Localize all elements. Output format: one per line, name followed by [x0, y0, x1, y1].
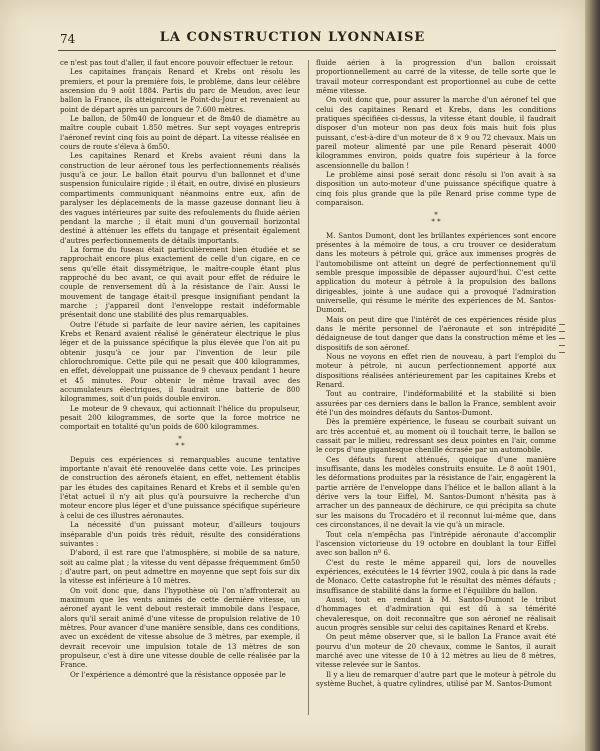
- separator-star-bottom: * *: [431, 217, 441, 226]
- paragraph: Les capitaines Renard et Krebs avaient réuni dans la construction de leur aéronef tous les perfectionnements réalisés jusqu'à ce jour. Le ballon était pourvu d'un ballonnet et d'une suspension funiculaire rigide ; il était, en outre, divisé en plusieurs compartiments communiquant néanmoins entre eux, afin de paralyser les déplacements de la masse gazeuse donnant lieu à des vagues intérieures par suite des refoulements du fluide aérien pendant la marche ; il était muni d'un gouvernail horizontal destiné à atténuer les effets du tangage et présentait également d'autres perfectionnements de détails importants.: [60, 151, 300, 245]
- paragraph: Les capitaines français Renard et Krebs ont résolu les premiers, et pour la première fois, le problème, dans leur célèbre ascension du 9 août 1884. Partis du parc de Meudon, avec leur ballon la France, ils atteignirent le Point-du-Jour et revenaient au point de départ après un parcours de 7.600 mètres.: [60, 67, 300, 114]
- paragraph: Il y a lieu de remarquer d'autre part que le moteur à pétrole du système Buchet, à quatre cylindres, utilisé par M. Santos-Dumont: [316, 669, 556, 688]
- header-rule: [58, 50, 556, 51]
- running-title: LA CONSTRUCTION LYONNAISE: [159, 30, 426, 45]
- page-number: 74: [60, 32, 76, 46]
- paragraph: Le ballon, de 50m40 de longueur et de 8m40 de diamètre au maître couple cubait 1.850 mètres. Sur sept voyages entrepris l'aéronef revint cinq fois au point de départ. La vitesse réalisée en cours de route s'éleva à 6m50.: [60, 114, 300, 152]
- paragraph: On voit donc que, dans l'hypothèse où l'on n'affronterait au maximum que les vents animés de cette dernière vitesse, un aéronef ayant le vent debout resterait immobile dans l'espace, alors qu'il serait animé d'une vitesse de propulsion relative de 10 mètres. Pour avancer d'une manière sensible, dans ces conditions, avec un excédent de vitesse absolue de 3 mètres, par exemple, il devrait recevoir une impulsion totale de 13 mètres de son propulseur, c'est à dire une vitesse double de celle réalisée par la France.: [60, 585, 300, 670]
- paragraph: On peut même observer que, si le ballon La France avait été pourvu d'un moteur de 20 chevaux, comme le Santos, il aurait marché avec une vitesse de 10 à 12 mètres au lieu de 8 mètres, vitesse relevée sur le Santos.: [316, 632, 556, 670]
- paragraph: La nécessité d'un puissant moteur, d'ailleurs toujours inséparable d'un poids très réduit, résulte des considérations suivantes :: [60, 520, 300, 548]
- binding-marks: [559, 318, 569, 398]
- paragraph: D'abord, il est rare que l'atmosphère, si mobile de sa nature, soit au calme plat ; la vitesse du vent dépasse fréquemment 6m50 ; d'autre part, on peut admettre en moyenne que sept fois sur dix la vitesse est inférieure à 10 mètres.: [60, 548, 300, 586]
- section-separator: [316, 212, 556, 226]
- paragraph: On voit donc que, pour assurer la marche d'un aéronef tel que celui des capitaines Renard et Krebs, dans les conditions pratiques spécifiées ci-dessus, la vitesse étant double, il faudrait disposer d'un moteur non pas deux fois mais huit fois plus puissant, c'est-à-dire d'un moteur de 8 × 9 ou 72 chevaux. Mais un pareil moteur alimenté par une pile Renard pèserait 4000 kilogrammes environ, poids quatre fois supérieur à la force ascensionnelle du ballon !: [316, 95, 556, 170]
- paragraph: Aussi, tout en rendant à M. Santos-Dumont le tribut d'hommages et d'admiration qui est dû à sa témérité chevaleresque, on doit reconnaître que son aéronef ne réalisait aucun progrès sensible sur celui des capitaines Renard et Krebs.: [316, 594, 556, 632]
- right-column: [316, 58, 556, 716]
- paragraph: Le problème ainsi posé serait donc résolu si l'on avait à sa disposition un auto-moteur d'une puissance spécifique quatre à cinq fois plus grande que la pile Renard prise comme type de comparaison.: [316, 170, 556, 208]
- paragraph: Le moteur de 9 chevaux, qui actionnait l'hélice du propulseur, pesait 200 kilogrammes, de sorte que la force motrice ne comportait en totalité qu'un poids de 600 kilogrammes.: [60, 403, 300, 432]
- separator-star-top: *: [434, 210, 438, 219]
- paragraph: Mais on peut dire que l'intérêt de ces expériences réside plus dans le mérite personnel de l'aéronaute et son intrépidité dédaigneuse de tout danger que dans la construction même et les dispositifs de son aéronef.: [316, 314, 556, 352]
- paragraph: Nous ne voyons en effet rien de nouveau, à part l'emploi du moteur à pétrole, ni aucun perfectionnement apporté aux dispositions réalisées antérieurement par les capitaines Krebs et Renard.: [316, 351, 556, 389]
- section-separator: [60, 436, 300, 450]
- paragraph: La forme du fuseau était particulièrement bien étudiée et se rapprochait encore plus exactement de celle d'un cigare, en ce sens qu'elle était dissymétrique, le maître-couple étant plus rapproché du bec avant, ce qui avait pour effet de réduire le couple de renversement dû à la résistance de l'air. Aussi le mouvement de tangage était-il presque insignifiant pendant la marche ; j'appareil dont l'enveloppe restait indéformable présentait donc une stabilité des plus remarquables.: [60, 244, 300, 320]
- paragraph: C'est du reste le même appareil qui, lors de nouvelles expériences, exécutées le 14 février 1902, coula à pic dans la rade de Monaco. Cette catastrophe fut le résultat des mêmes défauts ; insuffisance de stabilité dans la forme et l'équilibre du ballon.: [316, 557, 556, 595]
- paragraph: Dès la première expérience, le fuseau se courbait suivant un arc très accentué et, au moment où il touchait terre, le ballon se cassait par le milieu, redressant ses deux pointes en l'air, comme le corps d'une gigantesque chenille écrasée par un automobile.: [316, 417, 556, 455]
- separator-star-bottom: * *: [175, 441, 185, 450]
- book-spine: [585, 0, 600, 751]
- paragraph: fluide aérien à la progression d'un ballon croissait proportionnellement au carré de la vitesse, de telle sorte que le travail moteur correspondant est proportionnel au cube de cette même vitesse.: [316, 58, 556, 96]
- paragraph: Outre l'étude si parfaite de leur navire aérien, les capitaines Krebs et Renard avaient réalisé le générateur électrique le plus léger et de la puissance spécifique la plus élevée que l'on ait pu obtenir jusqu'à ce jour par l'invention de leur pile chlorochromique. Cette pile qui ne pesait que 400 kilogrammes, en effet, développait une puissance de 9 chevaux pendant 1 heure et 45 minutes. Pour obtenir le même travail avec des accumulateurs électriques, il faudrait une batterie de 800 kilogrammes, soit d'un poids double environ.: [60, 319, 300, 404]
- paragraph: Ces défauts furent atténués, quoique d'une manière insuffisante, dans les modèles construits ensuite. Le 8 août 1901, les déformations produites par la résistance de l'air, engagèrent la partie arrière de l'enveloppe dans l'hélice et le ballon allant à la dérive vers la tour Eiffel, M. Santos-Dumont n'hésita pas à arracher un des panneaux de déchirure, ce qui précipita sa chute sur les maisons du Trocadéro et il reconnut lui-même que, dans ces circonstances, il ne devait la vie qu'à un miracle.: [316, 454, 556, 530]
- column-divider: [308, 60, 309, 715]
- paragraph: Depuis ces expériences si remarquables aucune tentative importante n'avait été renouvelée dans cette voie. Les principes de construction des aéronefs étaient, en effet, nettement établis par les études des capitaines Renard et Krebs et il semble qu'en l'état actuel il n'y ait plus qu'à poursuivre la recherche d'un moteur encore plus léger et d'une puissance spécifique supérieure à celui de ces illustres aéronautes.: [60, 454, 300, 520]
- paragraph: ce n'est pas tout d'aller, il faut encore pouvoir effectuer le retour.: [60, 58, 294, 67]
- separator-star-top: *: [178, 434, 182, 443]
- paragraph: Tout cela n'empêcha pas l'intrépide aéronaute d'accomplir l'ascension victorieuse du 19 octobre en doublant la tour Eiffel avec son ballon nº 6.: [316, 529, 556, 558]
- paragraph: Tout au contraire, l'indéformabilité et la stabilité si bien assurées par ces derniers dans le ballon la France, semblent avoir été l'un des moindres défauts du Santos-Dumont.: [316, 389, 556, 418]
- paragraph: Or l'expérience a démontré que la résistance opposée par le: [70, 669, 286, 679]
- left-column: [60, 58, 300, 716]
- paragraph: M. Santos Dumont, dont les brillantes expériences sont encore présentes à la mémoire de tous, a cru trouver ce desideratum dans les moteurs à pétrole qui, grâce aux immenses progrès de l'automobilisme ont atteint un degré de perfectionnement qu'il semble presque impossible de dépasser aujourd'hui. C'est cette application du moteur à pétrole à la propulsion des ballons dirigeables, jointe à une audace qui a provoqué l'admiration universelle, qui résume le mérite des expériences de M. Santos-Dumont.: [316, 230, 556, 315]
